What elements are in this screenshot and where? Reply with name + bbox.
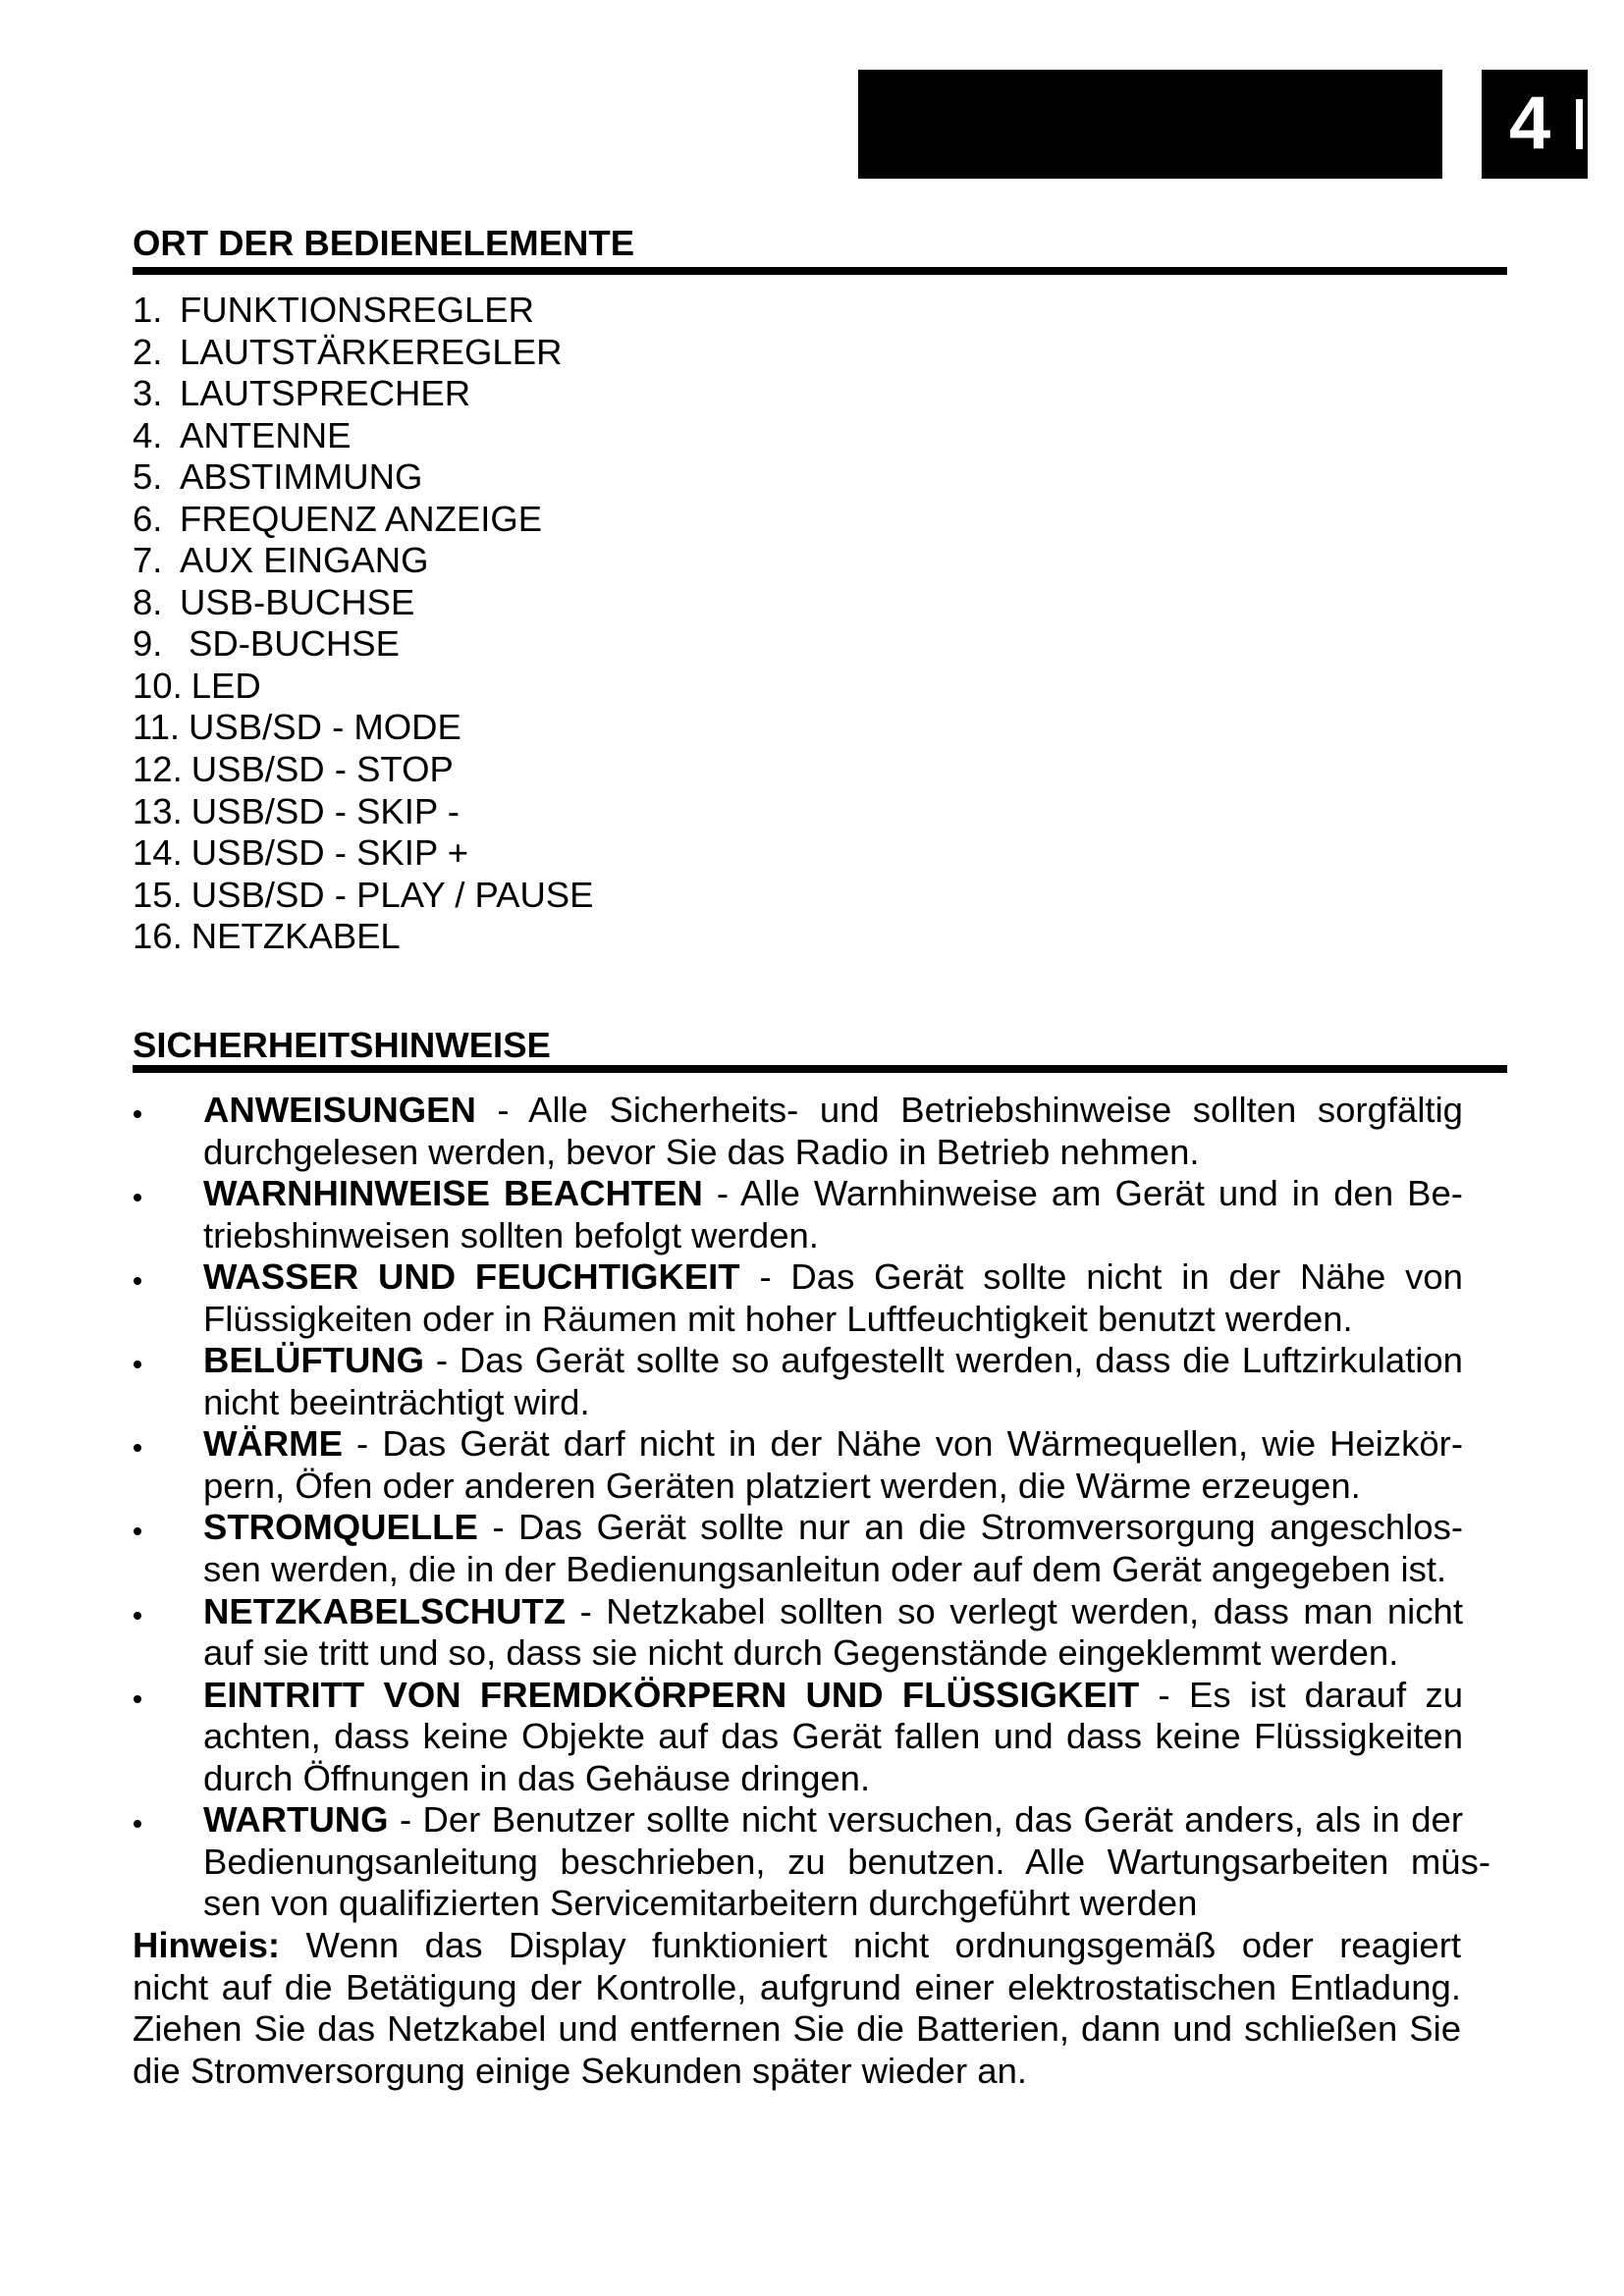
control-item-label: ANTENNE [180, 414, 352, 455]
control-item-number: 13. [133, 790, 183, 831]
control-item-number: 15. [133, 874, 183, 915]
safety-item-term: ANWEISUNGEN [203, 1090, 476, 1130]
safety-item-line [203, 1173, 1463, 1215]
safety-item-text: - Das Gerät darf nicht in der Nähe von Wärmequellen, wie Heizkör- [356, 1423, 1463, 1465]
note-line: nicht auf die Betätigung der Kontrolle, aufgrund einer elektrostatischen Entladung. [133, 1966, 1461, 2007]
bullet-icon [134, 1527, 141, 1535]
safety-item [133, 1256, 1463, 1340]
bullet-icon [134, 1277, 141, 1285]
control-item-number: 4. [133, 414, 163, 455]
control-item-number: 2. [133, 331, 163, 372]
safety-heading: SICHERHEITSHINWEISE [133, 1025, 551, 1065]
control-item-label: USB/SD - STOP [190, 749, 454, 790]
safety-item-term: WASSER UND FEUCHTIGKEIT [203, 1256, 740, 1298]
control-item-label: FUNKTIONSREGLER [180, 290, 534, 330]
control-item-label: ABSTIMMUNG [180, 456, 423, 498]
safety-item-line: sen werden, die in der Bedienungsanleitun oder auf dem Gerät angegeben ist. [203, 1549, 1447, 1590]
control-item-number: 7. [133, 540, 163, 581]
safety-item-line [203, 1340, 1463, 1382]
safety-item [133, 1591, 1463, 1675]
bullet-icon [134, 1194, 141, 1201]
control-item [133, 332, 594, 374]
safety-item-term: STROMQUELLE [203, 1507, 478, 1548]
control-item-number: 10. [133, 665, 183, 706]
safety-item-text: - Alle Sicherheits- und Betriebshinweise sollten sorgfältig [497, 1090, 1463, 1130]
controls-list [133, 290, 594, 958]
safety-item [133, 1423, 1463, 1507]
note-label: Hinweis: [133, 1925, 281, 1965]
note-line: Ziehen Sie das Netzkabel und entfernen Sie die Batterien, dann und schließen Sie [133, 2008, 1461, 2050]
control-item [133, 832, 594, 875]
control-item [133, 582, 594, 624]
safety-item-line: durch Öffnungen in das Gehäuse dringen. [203, 1757, 871, 1798]
header-bar [858, 70, 1442, 179]
safety-item-text: - Netzkabel sollten so verlegt werden, dass man nicht [579, 1590, 1463, 1631]
control-item-label: LAUTSTÄRKEREGLER [180, 331, 563, 372]
control-item-number: 6. [133, 498, 163, 539]
heading-rule [133, 267, 1507, 275]
control-item-label: SD-BUCHSE [189, 623, 400, 665]
safety-item-line: Flüssigkeiten oder in Räumen mit hoher Luftfeuchtigkeit benutzt werden. [203, 1298, 1353, 1339]
safety-item-text: - Der Benutzer sollte nicht versuchen, das Gerät anders, als in der [399, 1799, 1463, 1841]
safety-item [133, 1675, 1463, 1800]
control-item-number: 12. [133, 749, 183, 790]
safety-item [133, 1173, 1463, 1256]
control-item-label: USB/SD - MODE [189, 707, 461, 748]
control-item-number: 1. [133, 290, 163, 330]
safety-list [133, 1090, 1490, 1925]
control-item-label: USB/SD - PLAY / PAUSE [190, 874, 594, 915]
note-line: die Stromversorgung einige Sekunden später wieder an. [133, 2050, 1028, 2091]
safety-item-line [203, 1507, 1463, 1549]
safety-item-term: NETZKABELSCHUTZ [203, 1590, 567, 1631]
control-item [133, 707, 594, 749]
heading-rule [133, 1065, 1507, 1073]
control-item-number: 3. [133, 373, 163, 414]
safety-item-text: - Das Gerät sollte nicht in der Nähe von [759, 1256, 1463, 1298]
control-item [133, 791, 594, 833]
safety-item-line: nicht beeinträchtigt wird. [203, 1381, 590, 1422]
bullet-icon [134, 1110, 141, 1118]
control-item-label: AUX EINGANG [180, 540, 429, 581]
bullet-icon [134, 1695, 141, 1703]
safety-item-line [203, 1591, 1463, 1633]
control-item-label: FREQUENZ ANZEIGE [180, 498, 543, 539]
control-item-label: NETZKABEL [190, 916, 401, 957]
control-item [133, 623, 594, 666]
safety-item-line [203, 1090, 1463, 1132]
safety-item-term: BELÜFTUNG [203, 1340, 425, 1381]
control-item-label: USB/SD - SKIP - [190, 790, 460, 831]
control-item [133, 666, 594, 708]
bullet-icon [134, 1820, 141, 1828]
bullet-icon [134, 1444, 141, 1452]
control-item-label: USB/SD - SKIP + [190, 832, 469, 874]
control-item [133, 875, 594, 917]
tab-stub [1576, 99, 1583, 149]
safety-item-line [203, 1799, 1463, 1842]
safety-item-line: triebshinweisen sollten befolgt werden. [203, 1214, 819, 1255]
control-item-number: 5. [133, 456, 163, 498]
note-paragraph [133, 1925, 1461, 2092]
safety-item-line: sen von qualifizierten Servicemitarbeitern durchgeführt werden [203, 1883, 1198, 1924]
control-item [133, 415, 594, 457]
control-item [133, 916, 594, 958]
page-number: 4 [1509, 81, 1551, 165]
control-item [133, 456, 594, 499]
bullet-icon [134, 1361, 141, 1368]
safety-item-line [203, 1675, 1463, 1717]
control-item [133, 499, 594, 541]
control-item [133, 290, 594, 332]
note-text: Wenn das Display funktioniert nicht ordnungsgemäß oder reagiert [305, 1925, 1461, 1965]
safety-item-line: auf sie tritt und so, dass sie nicht durch Gegenstände eingeklemmt werden. [203, 1632, 1399, 1674]
page-number-tab [1482, 70, 1588, 179]
safety-item-text: - Alle Warnhinweise am Gerät und in den Be- [716, 1173, 1463, 1214]
safety-item-term: WARNHINWEISE BEACHTEN [203, 1173, 703, 1214]
control-item [133, 749, 594, 791]
controls-heading: ORT DER BEDIENELEMENTE [133, 223, 635, 263]
safety-item-term: WÄRME [203, 1423, 343, 1465]
safety-item [133, 1340, 1463, 1423]
control-item-number: 16. [133, 916, 183, 957]
safety-item-line: achten, dass keine Objekte auf das Gerät fallen und dass keine Flüssigkeiten [203, 1716, 1463, 1757]
control-item [133, 373, 594, 415]
safety-item [133, 1507, 1463, 1590]
safety-item-text: - Das Gerät sollte so aufgestellt werden, dass die Luftzirkulation [435, 1340, 1463, 1381]
control-item-number: 14. [133, 832, 183, 874]
safety-item [133, 1799, 1490, 1925]
control-item-number: 11. [133, 707, 181, 748]
bullet-icon [134, 1612, 141, 1620]
control-item-label: LAUTSPRECHER [180, 373, 471, 414]
safety-item-text: - Das Gerät sollte nur an die Stromversorgung angeschlos- [492, 1507, 1463, 1548]
control-item-number: 8. [133, 581, 163, 622]
safety-item [133, 1090, 1463, 1173]
safety-item-term: EINTRITT VON FREMDKÖRPERN UND FLÜSSIGKEIT [203, 1674, 1140, 1715]
safety-item-line [203, 1256, 1463, 1299]
control-item-label: USB-BUCHSE [180, 581, 415, 622]
note-line [133, 1925, 1461, 1967]
safety-item-line: durchgelesen werden, bevor Sie das Radio in Betrieb nehmen. [203, 1131, 1200, 1172]
control-item [133, 540, 594, 582]
safety-item-line: pern, Öfen oder anderen Geräten platziert werden, die Wärme erzeugen. [203, 1465, 1361, 1506]
safety-item-line [203, 1423, 1463, 1466]
safety-item-term: WARTUNG [203, 1799, 389, 1841]
safety-item-text: - Es ist darauf zu [1158, 1674, 1463, 1715]
control-item-label: LED [190, 665, 261, 706]
safety-item-line: Bedienungsanleitung beschrieben, zu benutzen. Alle Wartungsarbeiten müs- [203, 1841, 1490, 1882]
control-item-number: 9. [133, 623, 163, 665]
